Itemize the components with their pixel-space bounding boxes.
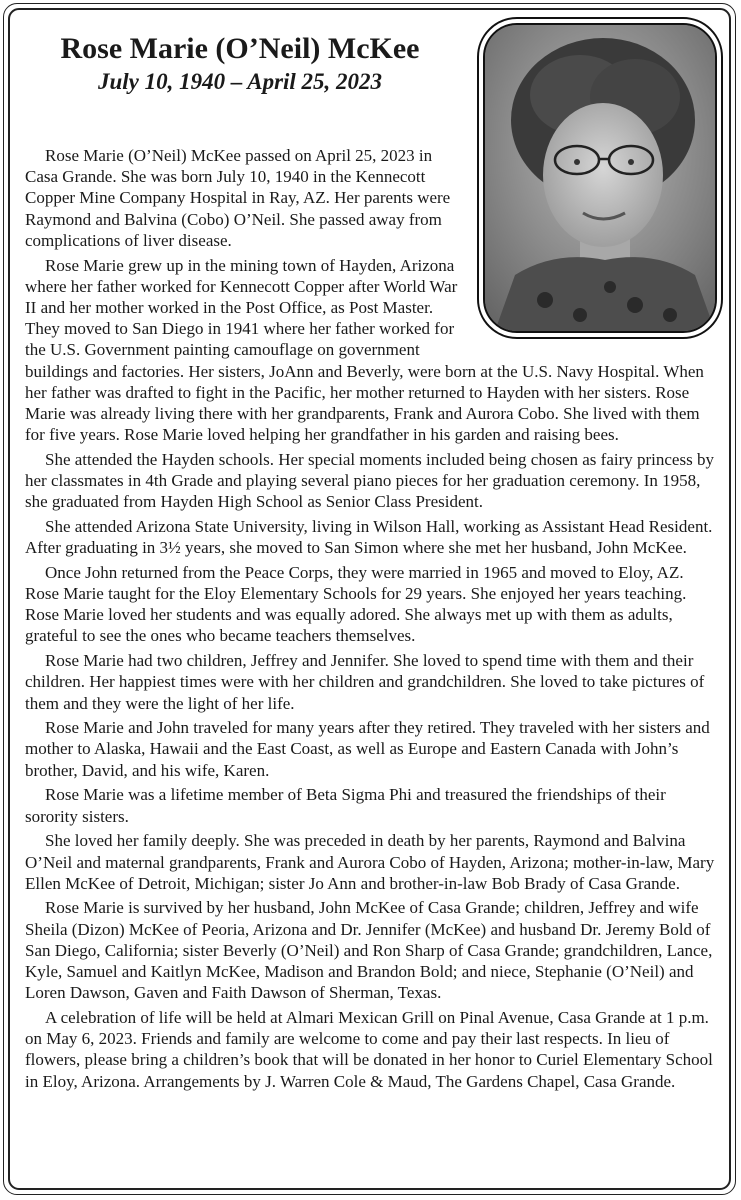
- paragraph: She loved her family deeply. She was preceded in death by her parents, Raymond and Balvina O’Neil and maternal grandparents, Frank and Aurora Cobo of Hayden, Arizona; mother-in-law, Mary Ellen McKee of Detroit, Michigan; sister Jo Ann and brother-in-law Bob Brady of Casa Grande.: [25, 831, 715, 893]
- obituary-body: [25, 145, 721, 1095]
- paragraph: Rose Marie had two children, Jeffrey and Jennifer. She loved to spend time with them and their children. Her happiest times were with her children and grandchildren. She loved to take pictures of them and they were the light of her life.: [25, 651, 705, 713]
- paragraph: Rose Marie grew up in the mining town of Hayden, Arizona where her father worked for Kennecott Copper after World War II and her mother worked in the Post Office, as Post Master. They moved to San Diego in 1941 where her father worked for the U.S. Government painting camouflage on government buildings and factories. Her sisters, JoAnn and Beverly, were born at the U.S. Navy Hospital. When her father was drafted to fight in the Pacific, her mother returned to Hayden with her sisters. Rose Marie was already living there with her grandparents, Frank and Aurora Cobo. She lived with them for five years. Rose Marie loved helping her grandfather in his garden and raising bees.: [25, 255, 704, 445]
- paragraph: She attended Arizona State University, living in Wilson Hall, working as Assistant Head Resident. After graduating in 3½ years, she moved to San Simon where she met her husband, John McKee.: [25, 516, 713, 558]
- paragraph: Rose Marie (O’Neil) McKee passed on April 25, 2023 in Casa Grande. She was born July 10, 1940 in the Kennecott Copper Mine Company Hospital in Ray, AZ. Her parents were Raymond and Balvina (Cobo) O’Neil. She passed away from complications of liver disease.: [25, 146, 451, 250]
- paragraph: Once John returned from the Peace Corps, they were married in 1965 and moved to Eloy, AZ. Rose Marie taught for the Eloy Elementary Schools for 29 years. She enjoyed her years teaching. Rose Marie loved her students and was equally adored. She always met up with them as adults, grateful to see the ones who became teachers themselves.: [25, 562, 687, 646]
- obituary-name: Rose Marie (O’Neil) McKee: [60, 32, 420, 65]
- paragraph: A celebration of life will be held at Almari Mexican Grill on Pinal Avenue, Casa Grande at 1 p.m. on May 6, 2023. Friends and family are welcome to come and pay their last respects. In lieu of flowers, please bring a children’s book that will be donated in her honor to Curiel Elementary School in Eloy, Arizona. Arrangements by J. Warren Cole & Maud, The Gardens Chapel, Casa Grande.: [25, 1007, 713, 1091]
- photo-text-wrap-spacer: [459, 145, 721, 341]
- paragraph: Rose Marie was a lifetime member of Beta Sigma Phi and treasured the friendships of their sorority sisters.: [25, 785, 666, 826]
- paragraph: Rose Marie and John traveled for many years after they retired. They traveled with her sisters and mother to Alaska, Hawaii and the East Coast, as well as Europe and Eastern Canada with John’s brother, David, and his wife, Karen.: [25, 718, 710, 780]
- paragraph: Rose Marie is survived by her husband, John McKee of Casa Grande; children, Jeffrey and wife Sheila (Dizon) McKee of Peoria, Arizona and Dr. Jennifer (McKee) and husband Dr. Jeremy Bold of San Diego, California; sister Beverly (O’Neil) and Ron Sharp of Casa Grande; grandchildren, Lance, Kyle, Samuel and Kaitlyn McKee, Madison and Brandon Bold; and niece, Stephanie (O’Neil) and Loren Dawson, Gaven and Faith Dawson of Sherman, Texas.: [25, 898, 713, 1003]
- paragraph: She attended the Hayden schools. Her special moments included being chosen as fairy princess by her classmates in 4th Grade and playing several piano pieces for her graduation ceremony. In 1958, she graduated from Hayden High School as Senior Class President.: [25, 449, 714, 512]
- life-dates: July 10, 1940 – April 25, 2023: [97, 69, 383, 94]
